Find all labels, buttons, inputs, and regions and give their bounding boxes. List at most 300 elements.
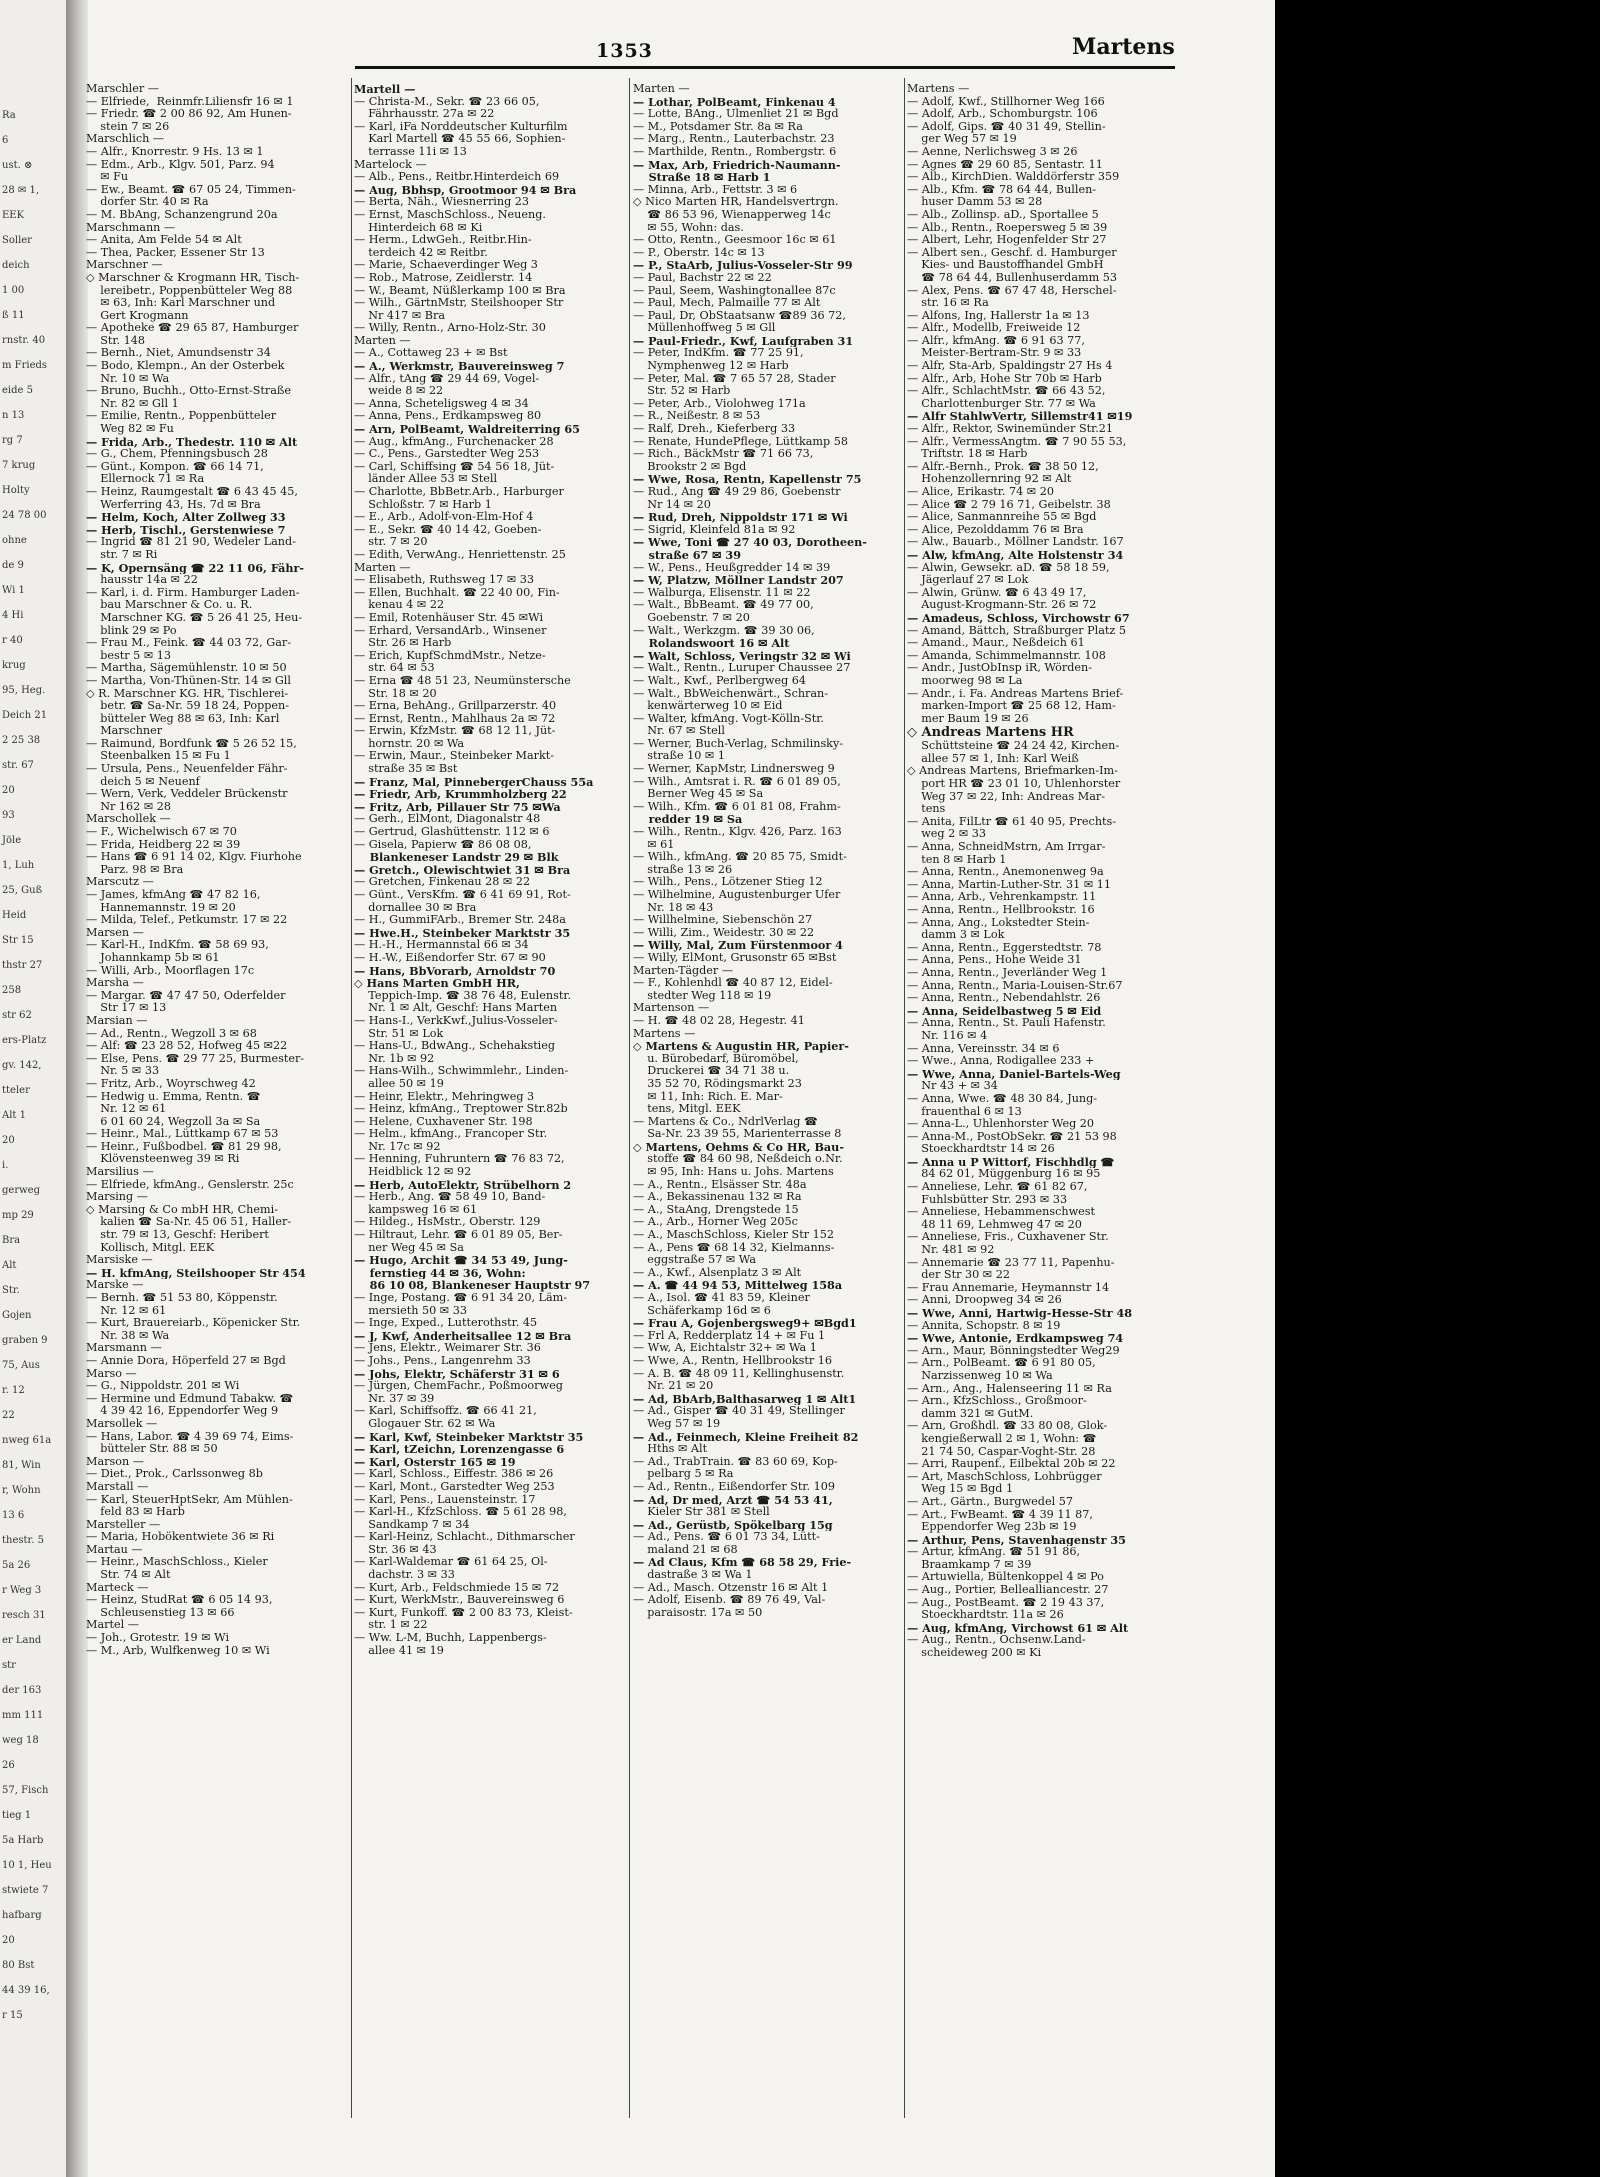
running-head: Martens	[1072, 34, 1175, 60]
directory-entry: — Wilh., Pens., Lötzener Stieg 12	[633, 876, 823, 889]
directory-entry: — Walburga, Elisenstr. 11 ✉ 22	[633, 586, 811, 599]
directory-entry: — Adolf, Kwf., Stillhorner Weg 166	[907, 95, 1105, 108]
directory-entry: Marschollek —	[86, 813, 171, 826]
directory-entry: — Alb., Rentn., Roepersweg 5 ✉ 39	[907, 221, 1108, 234]
directory-entry: — Gertrud, Glashüttenstr. 112 ✉ 6	[354, 826, 550, 839]
directory-entry: — Arn, Großhdl. ☎ 33 80 08, Glok-	[907, 1420, 1108, 1433]
directory-entry: ◇ Martens, Oehms & Co HR, Bau-	[633, 1140, 844, 1154]
directory-entry: — Hans-I., VerkKwf.,Julius-Vosseler-	[354, 1014, 558, 1027]
directory-entry: Str. 148	[86, 334, 145, 347]
directory-entry: hornstr. 20 ✉ Wa	[354, 737, 465, 750]
directory-entry: — Anna, Rentn., Eggerstedtstr. 78	[907, 941, 1102, 954]
previous-page-fragment: n 13	[2, 410, 25, 421]
directory-entry: — Minna, Arb., Fettstr. 3 ✉ 6	[633, 183, 798, 196]
directory-entry: — Otto, Rentn., Geesmoor 16c ✉ 61	[633, 234, 837, 247]
directory-entry: — Adolf, Eisenb. ☎ 89 76 49, Val-	[633, 1594, 826, 1607]
directory-entry: tens	[907, 803, 946, 816]
directory-entry: — Arn., Ang., Halenseering 11 ✉ Ra	[907, 1382, 1112, 1395]
directory-entry: Martel —	[86, 1619, 139, 1632]
directory-entry: — Wwe, Antonie, Erdkampsweg 74	[907, 1332, 1124, 1345]
directory-entry: Nr 43 + ✉ 34	[907, 1080, 998, 1093]
directory-entry: — Heinr., Fußbodbel. ☎ 81 29 98,	[86, 1140, 282, 1153]
directory-entry: port HR ☎ 23 01 10, Uhlenhorster	[907, 778, 1121, 791]
directory-entry: 48 11 69, Lehmweg 47 ✉ 20	[907, 1218, 1082, 1231]
directory-entry: — M., Potsdamer Str. 8a ✉ Ra	[633, 120, 803, 133]
directory-entry: Marschlich —	[86, 133, 165, 146]
directory-entry: Nr. 10 ✉ Wa	[86, 372, 170, 385]
directory-entry: — Kurt, WerkMstr., Bauvereinsweg 6	[354, 1594, 565, 1607]
directory-entry: — Anna u P Wittorf, Fischhdlg ☎	[907, 1155, 1115, 1169]
directory-entry: — Arn., Maur, Bönningstedter Weg29	[907, 1344, 1120, 1357]
directory-entry: Marschner	[86, 725, 163, 738]
directory-entry: — Anna, Rentn., Hellbrookstr. 16	[907, 904, 1095, 916]
directory-entry: — Karl, Schiffsoffz. ☎ 66 41 21,	[354, 1405, 537, 1418]
directory-entry: — Walter, kfmAng. Vogt-Kölln-Str.	[633, 712, 824, 725]
directory-entry: Marschmann —	[86, 221, 176, 234]
directory-entry: Marsiske —	[86, 1254, 153, 1267]
directory-entry: — Hwe.H., Steinbeker Marktstr 35	[354, 926, 571, 940]
directory-entry: — H., GummiFArb., Bremer Str. 248a	[354, 914, 566, 927]
directory-entry: bütteler Weg 88 ✉ 63, Inh: Karl	[86, 712, 280, 725]
directory-entry: — Alw., Bauarb., Möllner Landstr. 167	[907, 536, 1124, 549]
directory-entry: — Hildeg., HsMstr., Oberstr. 129	[354, 1216, 541, 1229]
previous-page-fragment: 6	[2, 135, 9, 146]
directory-entry: — Elfriede, Reinmfr.Liliensfr 16 ✉ 1	[86, 95, 294, 108]
directory-column-4	[907, 83, 1182, 2123]
directory-entry: — Joh., Grotestr. 19 ✉ Wi	[86, 1632, 230, 1645]
directory-entry: — Arn, PolBeamt, Waldreiterring 65	[354, 423, 580, 436]
directory-entry: Hohenzollernring 92 ✉ Alt	[907, 473, 1072, 486]
directory-entry: — Jürgen, ChemFachr., Poßmoorweg	[354, 1380, 563, 1393]
previous-page-fragment: hafbarg	[2, 1910, 42, 1921]
directory-entry: — Ernst, Rentn., Mahlhaus 2a ✉ 72	[354, 712, 556, 725]
directory-entry: Nr. 12 ✉ 61	[86, 1103, 167, 1116]
previous-page-fragment: Holty	[2, 485, 30, 496]
directory-entry: — Wwe, Anni, Hartwig-Hesse-Str 48	[907, 1307, 1133, 1320]
directory-entry: — Art, MaschSchloss, Lohbrügger	[907, 1470, 1102, 1483]
directory-entry: — Anna, Arb., Vehrenkampstr. 11	[907, 891, 1097, 904]
directory-entry: Eppendorfer Weg 23b ✉ 19	[907, 1521, 1077, 1534]
directory-entry: — Alfr., Rektor, Swinemünder Str.21	[907, 423, 1114, 436]
directory-entry: — Rud, Dreh, Nippoldstr 171 ✉ Wi	[633, 511, 848, 524]
directory-entry: — Amanda, Schimmelmannstr. 108	[907, 649, 1106, 662]
previous-page-fragment: 10 1, Heu	[2, 1860, 52, 1871]
directory-entry: — Anna, Rentn., Maria-Louisen-Str.67	[907, 979, 1123, 992]
directory-entry: mersieth 50 ✉ 33	[354, 1304, 467, 1317]
previous-page-fragment: r Weg 3	[2, 1585, 42, 1596]
previous-page-fragment: Wi 1	[2, 585, 25, 596]
directory-entry: Marstall —	[86, 1480, 149, 1493]
previous-page-edge	[0, 0, 68, 2177]
previous-page-fragment: 1 00	[2, 285, 25, 296]
directory-entry: — Hiltraut, Lehr. ☎ 6 01 89 05, Ber-	[354, 1229, 563, 1242]
directory-entry: — Bodo, Klempn., An der Osterbek	[86, 360, 285, 373]
directory-column-3	[633, 83, 908, 2123]
directory-entry: Nr 162 ✉ 28	[86, 800, 171, 813]
directory-entry: Marsing —	[86, 1191, 148, 1204]
previous-page-fragment: Ra	[2, 110, 16, 121]
directory-entry: Nr. 1 ✉ Alt, Geschf: Hans Marten	[354, 1002, 558, 1015]
directory-entry: — Adolf, Arb., Schomburgstr. 106	[907, 108, 1098, 121]
directory-entry: Kieler Str 381 ✉ Stell	[633, 1506, 770, 1519]
previous-page-fragment: Heid	[2, 910, 27, 921]
directory-entry: — Wern, Verk, Veddeler Brückenstr	[86, 788, 288, 801]
directory-entry: stoffe ☎ 84 60 98, Neßdeich o.Nr.	[633, 1153, 843, 1166]
directory-entry: — Herb, Tischl., Gerstenwiese 7	[86, 523, 286, 537]
directory-entry: — Johs., Pens., Langenrehm 33	[354, 1354, 531, 1367]
previous-page-fragment: 44 39 16,	[2, 1985, 50, 1996]
directory-entry: Nr. 38 ✉ Wa	[86, 1329, 170, 1342]
directory-entry: ◇ Martens & Augustin HR, Papier-	[633, 1040, 849, 1053]
directory-entry: Sandkamp 7 ✉ 34	[354, 1518, 470, 1531]
directory-entry: — A., StaAng, Drengstede 15	[633, 1203, 799, 1216]
directory-entry: — Hans, Labor. ☎ 4 39 69 74, Eims-	[86, 1430, 294, 1443]
previous-page-fragment: resch 31	[2, 1610, 46, 1621]
directory-entry: Nr. 12 ✉ 61	[86, 1304, 167, 1317]
directory-entry: straße 13 ✉ 26	[633, 863, 733, 876]
directory-entry: Stoeckhardtstr. 11a ✉ 26	[907, 1609, 1064, 1622]
directory-entry: — Anna, Wwe. ☎ 48 30 84, Jung-	[907, 1092, 1098, 1105]
directory-entry: dorfer Str. 40 ✉ Ra	[86, 196, 209, 209]
directory-entry: Str. 26 ✉ Harb	[354, 637, 452, 650]
directory-entry: — Bernh. ☎ 51 53 80, Köppenstr.	[86, 1292, 278, 1304]
directory-entry: — Edm., Arb., Klgv. 501, Parz. 94	[86, 158, 275, 171]
directory-entry: — Anni, Droopweg 34 ✉ 26	[907, 1294, 1062, 1307]
directory-entry: Johannkamp 5b ✉ 61	[86, 951, 220, 964]
directory-entry: Nr. 67 ✉ Stell	[633, 725, 725, 738]
directory-entry: — Alfr.-Bernh., Prok. ☎ 38 50 12,	[907, 460, 1099, 473]
directory-entry: — Kurt, Brauereiarb., Köpenicker Str.	[86, 1317, 301, 1330]
directory-entry: Teppich-Imp. ☎ 38 76 48, Eulenstr.	[354, 989, 572, 1002]
directory-entry: — Karl-Waldemar ☎ 61 64 25, Ol-	[354, 1556, 548, 1569]
directory-entry: — Aug, kfmAng, Virchowst 61 ✉ Alt	[907, 1621, 1129, 1635]
directory-entry: Werferring 43, Hs. 7d ✉ Bra	[86, 498, 261, 511]
directory-entry: — Martha, Von-Thünen-Str. 14 ✉ Gll	[86, 674, 291, 687]
directory-entry: — Alwin, Grünw. ☎ 6 43 49 17,	[907, 586, 1087, 599]
previous-page-fragment: Bra	[2, 1235, 21, 1246]
directory-entry: ◇ R. Marschner KG. HR, Tischlerei-	[86, 687, 289, 700]
directory-entry: 84 62 01, Müggenburg 16 ✉ 95	[907, 1168, 1101, 1181]
directory-entry: — Peter, IndKfm. ☎ 77 25 91,	[633, 347, 804, 360]
directory-entry: — Marg., Rentn., Lauterbachstr. 23	[633, 133, 835, 146]
directory-entry: — Willy, Rentn., Arno-Holz-Str. 30	[354, 322, 546, 335]
directory-entry: — A., MaschSchloss, Kieler Str 152	[633, 1229, 834, 1242]
directory-entry: — Edith, VerwAng., Henriettenstr. 25	[354, 548, 566, 561]
directory-entry: — Martens & Co., NdrlVerlag ☎	[633, 1115, 818, 1128]
directory-entry: deich 5 ✉ Neuenf	[86, 775, 200, 788]
directory-entry: Meister-Bertram-Str. 9 ✉ 33	[907, 347, 1082, 360]
directory-entry: — Ad Claus, Kfm ☎ 68 58 29, Frie-	[633, 1556, 852, 1570]
directory-entry: — Ad., Rentn., Wegzoll 3 ✉ 68	[86, 1027, 257, 1040]
directory-entry: stedter Weg 118 ✉ 19	[633, 989, 772, 1002]
directory-entry: weide 8 ✉ 22	[354, 385, 444, 398]
directory-entry: — Arri, Raupenf., Eilbektal 20b ✉ 22	[907, 1458, 1116, 1471]
directory-entry: — C., Pens., Garstedter Weg 253	[354, 448, 540, 461]
directory-entry: — Erna ☎ 48 51 23, Neumünstersche	[354, 674, 571, 687]
directory-entry: — Anna, Ang., Lokstedter Stein-	[907, 916, 1090, 929]
book-gutter	[66, 0, 88, 2177]
previous-page-fragment: 1, Luh	[2, 860, 35, 871]
previous-page-fragment: Alt	[2, 1260, 17, 1271]
directory-entry: Fährhausstr. 27a ✉ 22	[354, 108, 495, 121]
directory-entry: — Paul, Bachstr 22 ✉ 22	[633, 271, 772, 284]
directory-entry: — Anna, Rentn., Jeverländer Weg 1	[907, 966, 1108, 979]
directory-entry: — Alb., Pens., Reitbr.Hinterdeich 69	[354, 171, 560, 184]
directory-entry: — Anna, Rentn., St. Pauli Hafenstr.	[907, 1017, 1106, 1030]
directory-entry: — Hans, BbVorarb, Arnoldstr 70	[354, 964, 556, 978]
directory-entry: — Paul, Mech, Palmaille 77 ✉ Alt	[633, 297, 821, 310]
directory-entry: — G., Chem, Pfenningsbusch 28	[86, 448, 268, 461]
directory-column-2	[354, 83, 629, 2123]
directory-entry: kengießerwall 2 ✉ 1, Wohn: ☎	[907, 1432, 1097, 1445]
directory-entry: — Alb., Zollinsp. aD., Sportallee 5	[907, 208, 1099, 221]
directory-entry: allee 57 ✉ 1, Inh: Karl Weiß	[907, 752, 1079, 765]
directory-entry: Martelock —	[354, 158, 427, 171]
directory-entry: stein 7 ✉ 26	[86, 120, 170, 133]
directory-entry: — Alfons, Ing, Hallerstr 1a ✉ 13	[907, 309, 1090, 322]
directory-entry: — Aug., kfmAng., Furchenacker 28	[354, 435, 554, 448]
directory-entry: — Gretchen, Finkenau 28 ✉ 22	[354, 876, 531, 889]
directory-entry: ✉ 63, Inh: Karl Marschner und	[86, 297, 276, 310]
directory-entry: — Erwin, Maur., Steinbeker Markt-	[354, 750, 555, 763]
directory-entry: Gert Krogmann	[86, 309, 189, 322]
directory-entry: kalien ☎ Sa-Nr. 45 06 51, Haller-	[86, 1216, 292, 1229]
directory-entry: Nr. 18 ✉ 43	[633, 901, 714, 914]
directory-entry: — Diet., Prok., Carlssonweg 8b	[86, 1468, 263, 1481]
directory-entry: Nr. 17c ✉ 92	[354, 1140, 441, 1153]
directory-entry: — Heinr, Elektr., Mehringweg 3	[354, 1090, 535, 1103]
directory-entry: — A., Bekassinenau 132 ✉ Ra	[633, 1191, 802, 1204]
directory-entry: — Anna, SchneidMstrn, Am Irrgar-	[907, 841, 1106, 854]
directory-entry: ✉ 95, Inh: Hans u. Johs. Martens	[633, 1166, 834, 1179]
directory-entry: — A., Arb., Horner Weg 205c	[633, 1216, 798, 1229]
previous-page-fragment: thestr. 5	[2, 1535, 44, 1546]
directory-entry: — Lotte, BAng., Ulmenliet 21 ✉ Bgd	[633, 108, 839, 121]
directory-entry: — Max, Arb, Friedrich-Naumann-	[633, 158, 841, 172]
previous-page-fragment: Str 15	[2, 935, 34, 946]
directory-entry: Marsen —	[86, 926, 144, 939]
directory-entry: — Art., FwBeamt. ☎ 4 39 11 87,	[907, 1508, 1093, 1521]
directory-entry: — Agnes ☎ 29 60 85, Sentastr. 11	[907, 158, 1103, 171]
directory-entry: — Walt., BbBeamt. ☎ 49 77 00,	[633, 599, 814, 612]
directory-entry: — Karl-H., KfzSchloss. ☎ 5 61 28 98,	[354, 1506, 567, 1519]
directory-entry: — Hans ☎ 6 91 14 02, Klgv. Fiurhohe	[86, 851, 302, 864]
directory-entry: dornallee 30 ✉ Bra	[354, 901, 477, 914]
directory-entry: — Karl, Schloss., Eiffestr. 386 ✉ 26	[354, 1468, 554, 1481]
previous-page-fragment: deich	[2, 260, 30, 271]
directory-entry: — Elfriede, kfmAng., Genslerstr. 25c	[86, 1178, 294, 1191]
directory-entry: Marschner KG. ☎ 5 26 41 25, Heu-	[86, 611, 303, 624]
directory-entry: — Kurt, Arb., Feldschmiede 15 ✉ 72	[354, 1581, 560, 1594]
previous-page-fragment: tteler	[2, 1085, 30, 1096]
directory-entry: Fuhlsbütter Str. 293 ✉ 33	[907, 1193, 1068, 1206]
directory-entry: — Wwe, Anna, Daniel-Bartels-Weg	[907, 1067, 1121, 1081]
previous-page-fragment: str 62	[2, 1010, 32, 1021]
directory-entry: — Albert, Lehr, Hogenfelder Str 27	[907, 234, 1107, 247]
directory-entry: — Alfr., VermessAngtm. ☎ 7 90 55 53,	[907, 435, 1127, 448]
directory-entry: — Artuwiella, Bültenkoppel 4 ✉ Po	[907, 1571, 1104, 1584]
directory-entry: terrasse 11i ✉ 13	[354, 145, 467, 158]
directory-entry: — Annemarie ☎ 23 77 11, Papenhu-	[907, 1256, 1115, 1269]
directory-entry: 86 10 08, Blankeneser Hauptstr 97	[354, 1279, 591, 1292]
directory-entry: — Karl, Kwf, Steinbeker Marktstr 35	[354, 1430, 584, 1444]
directory-entry: — Alfr., Modellb, Freiweide 12	[907, 322, 1081, 335]
directory-entry: — F., Kohlenhdl ☎ 40 87 12, Eidel-	[633, 977, 833, 990]
directory-entry: tens, Mitgl. EEK	[633, 1103, 741, 1116]
directory-entry: Weg 57 ✉ 19	[633, 1417, 721, 1430]
directory-entry: Hannemannstr. 19 ✉ 20	[86, 901, 236, 914]
previous-page-fragment: Deich 21	[2, 710, 48, 721]
directory-entry: — Alf: ☎ 23 28 52, Hofweg 45 ✉22	[86, 1040, 288, 1053]
directory-entry: — Aug., PostBeamt. ☎ 2 19 43 37,	[907, 1596, 1105, 1609]
directory-entry: — Aenne, Nerlichsweg 3 ✉ 26	[907, 145, 1078, 158]
directory-entry: — Emil, Rotenhäuser Str. 45 ✉Wi	[354, 611, 544, 624]
directory-entry: — Ad., TrabTrain. ☎ 83 60 69, Kop-	[633, 1455, 838, 1468]
directory-entry: — Ew., Beamt. ☎ 67 05 24, Timmen-	[86, 183, 296, 196]
directory-entry: ◇ Nico Marten HR, Handelsvertrgn.	[633, 196, 839, 209]
previous-page-fragment: Gojen	[2, 1310, 32, 1321]
previous-page-fragment: 13 6	[2, 1510, 25, 1521]
previous-page-fragment: 24 78 00	[2, 510, 47, 521]
directory-entry: — Walt., Werkzgm. ☎ 39 30 06,	[633, 624, 815, 637]
directory-entry: Ellernock 71 ✉ Ra	[86, 473, 205, 486]
directory-entry: ✉ 55, Wohn: das.	[633, 221, 744, 234]
directory-entry: — Adolf, Gips. ☎ 40 31 49, Stellin-	[907, 120, 1106, 133]
directory-entry: Hinterdeich 68 ✉ Ki	[354, 221, 483, 234]
directory-entry: — Gerh., ElMont, Diagonalstr 48	[354, 813, 541, 826]
previous-page-fragment: er Land	[2, 1635, 42, 1646]
directory-entry: — Heinr., MaschSchloss., Kieler	[86, 1556, 268, 1569]
directory-entry: ◇ Marsing & Co mbH HR, Chemi-	[86, 1203, 278, 1216]
directory-entry: ten 8 ✉ Harb 1	[907, 853, 1007, 866]
directory-entry: — Helene, Cuxhavener Str. 198	[354, 1115, 533, 1128]
directory-entry: Steenbalken 15 ✉ Fu 1	[86, 750, 231, 763]
directory-entry: — Willi, Zim., Weidestr. 30 ✉ 22	[633, 926, 815, 939]
previous-page-fragment: mp 29	[2, 1210, 34, 1221]
directory-entry: maland 21 ✉ 68	[633, 1543, 738, 1556]
directory-entry: — Anna, Pens., Hohe Weide 31	[907, 954, 1082, 967]
directory-column-1	[86, 83, 361, 2123]
directory-entry: scheideweg 200 ✉ Ki	[907, 1647, 1042, 1660]
directory-entry: — Anita, FilLtr ☎ 61 40 95, Prechts-	[907, 815, 1117, 828]
directory-entry: — Walt., Rentn., Luruper Chaussee 27	[633, 662, 851, 675]
directory-entry: Martenson —	[633, 1002, 710, 1015]
previous-page-fragment: 93	[2, 810, 15, 821]
directory-entry: — Alfr StahlwVertr, Sillemstr41 ✉19	[907, 410, 1133, 424]
previous-page-fragment: 75, Aus	[2, 1360, 40, 1371]
header-rule	[355, 66, 1175, 69]
directory-entry: eggstraße 57 ✉ Wa	[633, 1254, 756, 1267]
previous-page-fragment: 2 25 38	[2, 735, 41, 746]
directory-entry: Marschler —	[86, 83, 159, 95]
directory-entry: — Wilh., Kfm. ☎ 6 01 81 08, Frahm-	[633, 800, 841, 813]
directory-entry: — Anna, Rentn., Anemonenweg 9a	[907, 866, 1104, 879]
directory-entry: — Ad., Feinmech, Kleine Freiheit 82	[633, 1430, 859, 1444]
directory-entry: Braamkamp 7 ✉ 39	[907, 1558, 1032, 1571]
previous-page-fragment: 20	[2, 1135, 15, 1146]
directory-entry: — Walt., BbWeichenwärt., Schran-	[633, 687, 829, 700]
directory-entry: Nr. 5 ✉ 33	[86, 1065, 160, 1078]
directory-entry: — Wilh., kfmAng. ☎ 20 85 75, Smidt-	[633, 851, 847, 864]
directory-entry: — Anneliese, Lehr. ☎ 61 82 67,	[907, 1181, 1088, 1194]
directory-entry: terdeich 42 ✉ Reitbr.	[354, 246, 488, 259]
directory-entry: fernstieg 44 ✉ 36, Wohn:	[354, 1266, 526, 1280]
directory-entry: — Alb., KirchDien. Walddörferstr 359	[907, 171, 1120, 184]
directory-entry: kampsweg 16 ✉ 61	[354, 1203, 478, 1216]
directory-entry: — A., Pens ☎ 68 14 32, Kielmanns-	[633, 1241, 835, 1254]
directory-entry: — Ad., Masch. Otzenstr 16 ✉ Alt 1	[633, 1581, 829, 1594]
directory-entry: — Walt, Schloss, Veringstr 32 ✉ Wi	[633, 649, 851, 663]
directory-entry: — M., Arb, Wulfkenweg 10 ✉ Wi	[86, 1644, 270, 1657]
previous-page-fragment: Jöle	[2, 835, 22, 846]
directory-entry: — Anna, Vereinsstr. 34 ✉ 6	[907, 1042, 1060, 1055]
directory-entry: str. 64 ✉ 53	[354, 662, 435, 675]
directory-entry: — Ww. L-M, Buchh, Lappenbergs-	[354, 1632, 547, 1645]
directory-entry: — Rich., BäckMstr ☎ 71 66 73,	[633, 448, 814, 461]
previous-page-fragment: gerweg	[2, 1185, 40, 1196]
directory-entry: Narzissenweg 10 ✉ Wa	[907, 1369, 1053, 1382]
directory-entry: huser Damm 53 ✉ 28	[907, 196, 1043, 209]
previous-page-fragment: r. 12	[2, 1385, 25, 1396]
directory-entry: dachstr. 3 ✉ 33	[354, 1569, 455, 1582]
directory-entry: — Artur, kfmAng. ☎ 51 91 86,	[907, 1546, 1081, 1559]
directory-entry: — Hans-Wilh., Schwimmlehr., Linden-	[354, 1065, 569, 1078]
directory-entry: — Willy, ElMont, Grusonstr 65 ✉Bst	[633, 951, 837, 964]
directory-entry: — Anita, Am Felde 54 ✉ Alt	[86, 234, 242, 247]
previous-page-fragment: eide 5	[2, 385, 33, 396]
directory-entry: — Anneliese, Fris., Cuxhavener Str.	[907, 1231, 1109, 1244]
directory-entry: — Alb., Kfm. ☎ 78 64 44, Bullen-	[907, 183, 1097, 196]
directory-entry: ◇ Hans Marten GmbH HR,	[354, 977, 520, 990]
directory-entry: — Heinr., Mal., Lüttkamp 67 ✉ 53	[86, 1128, 279, 1141]
previous-page-fragment: weg 18	[2, 1735, 39, 1746]
directory-entry: — Wilh., Amtsrat i. R. ☎ 6 01 89 05,	[633, 775, 841, 788]
directory-entry: — Annita, Schopstr. 8 ✉ 19	[907, 1319, 1061, 1332]
directory-entry: Marsollek —	[86, 1417, 158, 1430]
previous-page-fragment: str. 67	[2, 760, 34, 771]
previous-page-fragment: ohne	[2, 535, 27, 546]
directory-entry: — Thea, Packer, Essener Str 13	[86, 246, 265, 259]
directory-entry: — Franz, Mal, PinnebergerChauss 55a	[354, 775, 594, 789]
previous-page-fragment: mm 111	[2, 1710, 44, 1721]
directory-entry: redder 19 ✉ Sa	[633, 813, 743, 827]
directory-entry: ◇ Marschner & Krogmann HR, Tisch-	[86, 271, 300, 284]
directory-entry: — Rud., Ang ☎ 49 29 86, Goebenstr	[633, 486, 841, 498]
directory-entry: — A., Rentn., Elsässer Str. 48a	[633, 1178, 807, 1191]
directory-entry: — Alice, Erikastr. 74 ✉ 20	[907, 486, 1054, 498]
directory-entry: Rolandswoort 16 ✉ Alt	[633, 637, 790, 650]
directory-entry: Klövensteenweg 39 ✉ Ri	[86, 1153, 240, 1166]
directory-entry: Kollisch, Mitgl. EEK	[86, 1241, 215, 1254]
directory-entry: — Herb, AutoElektr, Strübelhorn 2	[354, 1178, 572, 1192]
directory-entry: str. 7 ✉ Ri	[86, 548, 158, 561]
directory-entry: — Rob., Matrose, Zeidlerstr. 14	[354, 271, 533, 284]
directory-entry: — G., Nippoldstr. 201 ✉ Wi	[86, 1380, 240, 1393]
previous-page-fragment: thstr 27	[2, 960, 43, 971]
previous-page-fragment: Alt 1	[2, 1110, 26, 1121]
previous-page-fragment: 57, Fisch	[2, 1785, 49, 1796]
directory-entry: — Marthilde, Rentn., Rombergstr. 6	[633, 145, 837, 158]
directory-entry: — Hans-U., BdwAng., Schehakstieg	[354, 1040, 556, 1053]
directory-entry: — Werner, Buch-Verlag, Schmilinsky-	[633, 737, 844, 750]
directory-entry: — Karl, Osterstr 165 ✉ 19	[354, 1455, 516, 1469]
directory-entry: Nr. 82 ✉ Gll 1	[86, 397, 179, 410]
directory-entry: Martau —	[86, 1543, 143, 1556]
directory-entry: — Bruno, Buchh., Otto-Ernst-Straße	[86, 385, 292, 398]
directory-entry: — H.-H., Hermannstal 66 ✉ 34	[354, 939, 529, 952]
directory-entry: — A., Cottaweg 23 + ✉ Bst	[354, 347, 508, 360]
previous-page-fragment: str	[2, 1660, 16, 1671]
